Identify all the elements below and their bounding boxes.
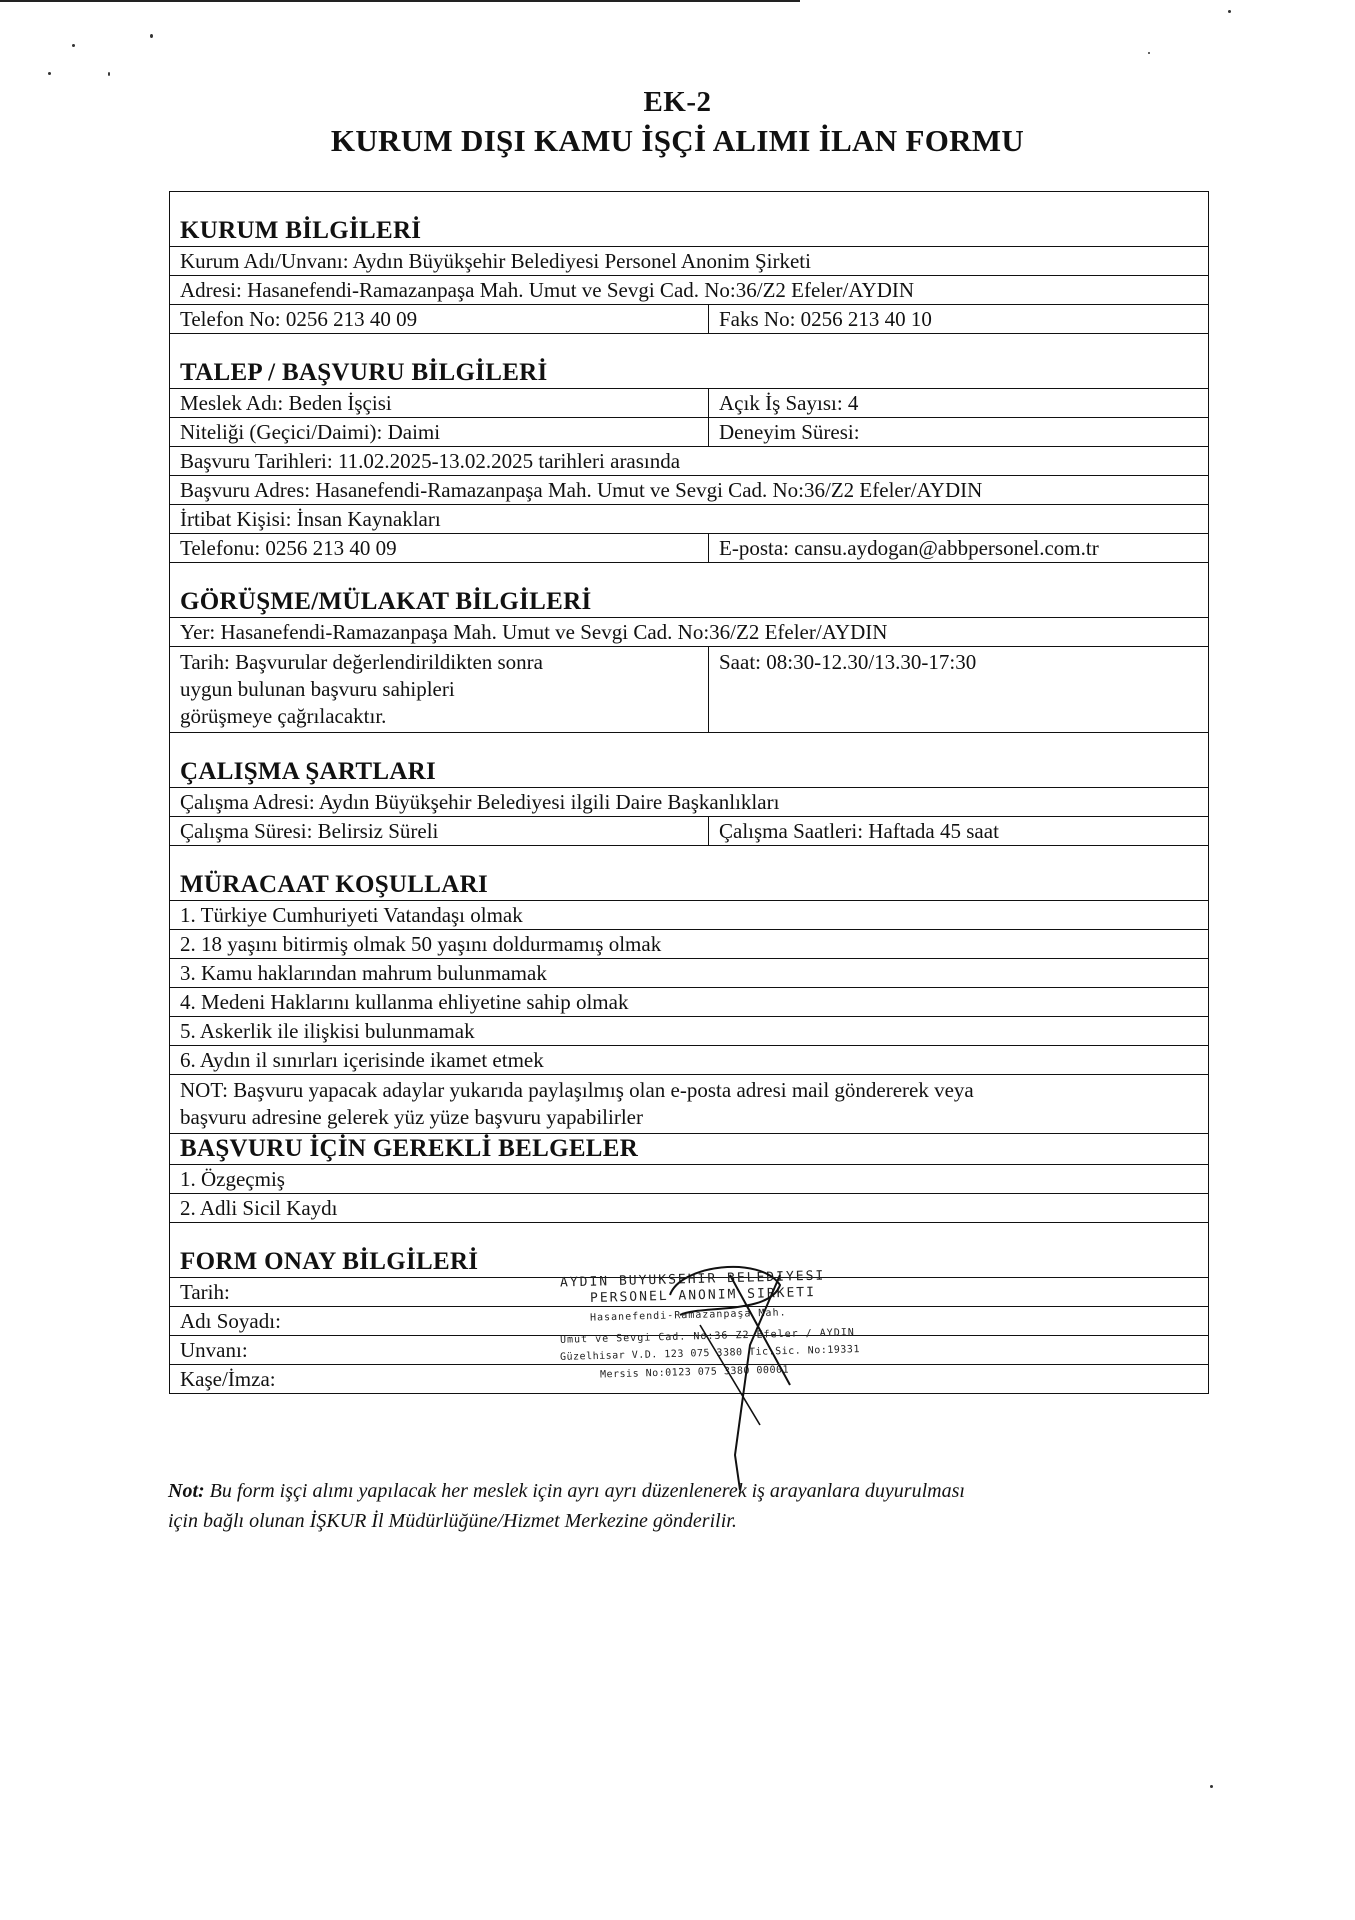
- scan-speck: [1148, 52, 1150, 54]
- scan-speck: [72, 44, 75, 47]
- interview-time: Saat: 08:30-12.30/13.30-17:30: [719, 650, 977, 674]
- stamp-line: PERSONEL ANONIM SIRKETI: [589, 1285, 817, 1306]
- form-row: [170, 1306, 1208, 1335]
- interview-date-line: görüşmeye çağrılacaktır.: [180, 704, 387, 728]
- institution-fax: Faks No: 0256 213 40 10: [719, 307, 932, 331]
- application-note: [170, 1075, 1208, 1133]
- form-row: [170, 475, 1208, 504]
- institution-name: Kurum Adı/Unvanı: Aydın Büyükşehir Belediyesi Personel Anonim Şirketi: [180, 249, 811, 273]
- form-row: [170, 533, 1208, 562]
- section-heading: MÜRACAAT KOŞULLARI: [180, 871, 488, 898]
- occupation-name: Meslek Adı: Beden İşçisi: [170, 389, 709, 417]
- institution-phone: Telefon No: 0256 213 40 09: [170, 305, 709, 333]
- interview-location: Yer: Hasanefendi-Ramazanpaşa Mah. Umut ve Sevgi Cad. No:36/Z2 Efeler/AYDIN: [180, 620, 888, 644]
- form-row: [170, 646, 1208, 732]
- approval-date: Tarih:: [180, 1280, 230, 1304]
- scan-speck: [1210, 1785, 1213, 1788]
- form-row: [170, 446, 1208, 475]
- form-row: [170, 504, 1208, 533]
- form-row: [170, 816, 1208, 845]
- employment-type: Niteliği (Geçici/Daimi): Daimi: [170, 418, 709, 446]
- document-item: [170, 1193, 1208, 1222]
- contact-email: E-posta: cansu.aydogan@abbpersonel.com.tr: [719, 536, 1099, 560]
- form-row: [170, 617, 1208, 646]
- section-gorusme: [170, 562, 1208, 617]
- scan-speck: [150, 34, 153, 38]
- scan-speck: [108, 72, 110, 76]
- document-title: KURUM DIŞI KAMU İŞÇİ ALIMI İLAN FORMU: [330, 123, 1025, 158]
- form-row: [170, 388, 1208, 417]
- section-heading: KURUM BİLGİLERİ: [180, 217, 422, 244]
- stamp-line: AYDIN BUYUKSEHIR BELEDIYESI: [559, 1268, 826, 1291]
- approval-stamp-signature: Kaşe/İmza:: [180, 1367, 276, 1391]
- section-heading: BAŞVURU İÇİN GEREKLİ BELGELER: [180, 1135, 639, 1162]
- work-duration: Çalışma Süresi: Belirsiz Süreli: [170, 817, 709, 845]
- footnote-line: [168, 1476, 1228, 1506]
- stamp-line: Hasanefendi-Ramazanpaşa Mah.: [589, 1307, 787, 1324]
- section-belgeler: [170, 1133, 1208, 1164]
- document-text: 2. Adli Sicil Kaydı: [180, 1196, 338, 1220]
- requirement-item: [170, 1045, 1208, 1074]
- work-hours: Çalışma Saatleri: Haftada 45 saat: [719, 819, 999, 843]
- approval-name: Adı Soyadı:: [180, 1309, 281, 1333]
- section-kurum: [170, 192, 1208, 246]
- approval-title: Unvanı:: [180, 1338, 248, 1362]
- footnote-prefix: Not:: [168, 1480, 205, 1502]
- interview-date: [170, 647, 709, 732]
- form-row: [170, 304, 1208, 333]
- document-header: [0, 86, 1355, 159]
- contact-person: İrtibat Kişisi: İnsan Kaynakları: [180, 507, 441, 531]
- form-row: [170, 246, 1208, 275]
- footnote-text: Bu form işçi alımı yapılacak her meslek için ayrı ayrı düzenlenerek iş arayanlara duyurulması: [204, 1480, 965, 1502]
- note-line: NOT: Başvuru yapacak adaylar yukarıda paylaşılmış olan e-posta adresi mail göndererek veya: [180, 1078, 974, 1102]
- requirement-item: [170, 929, 1208, 958]
- application-address: Başvuru Adres: Hasanefendi-Ramazanpaşa Mah. Umut ve Sevgi Cad. No:36/Z2 Efeler/AYDIN: [180, 478, 983, 502]
- stamp-line: Umut ve Sevgi Cad. No:36 Z2 Efeler / AYDIN: [559, 1327, 855, 1346]
- section-calisma: [170, 732, 1208, 787]
- interview-date-line: Tarih: Başvurular değerlendirildikten sonra: [180, 650, 543, 674]
- interview-date-line: uygun bulunan başvuru sahipleri: [180, 677, 455, 701]
- section-talep: [170, 333, 1208, 388]
- section-onay: [170, 1222, 1208, 1277]
- annex-code: EK-2: [643, 86, 712, 118]
- stamp-line: Mersis No:0123 075 3380 00001: [599, 1364, 790, 1381]
- requirement-text: 3. Kamu haklarından mahrum bulunmamak: [180, 961, 547, 985]
- document-text: 1. Özgeçmiş: [180, 1167, 285, 1191]
- section-heading: ÇALIŞMA ŞARTLARI: [180, 758, 437, 785]
- scan-speck: [48, 72, 51, 75]
- section-heading: TALEP / BAŞVURU BİLGİLERİ: [180, 359, 548, 386]
- form-row: [170, 1277, 1208, 1306]
- scan-speck: [1228, 10, 1231, 13]
- requirement-item: [170, 1016, 1208, 1045]
- section-muracaat: [170, 845, 1208, 900]
- form-row: [170, 787, 1208, 816]
- requirement-text: 2. 18 yaşını bitirmiş olmak 50 yaşını doldurmamış olmak: [180, 932, 662, 956]
- form-row: [170, 417, 1208, 446]
- requirement-item: [170, 900, 1208, 929]
- application-dates: Başvuru Tarihleri: 11.02.2025-13.02.2025 tarihleri arasında: [180, 449, 681, 473]
- requirement-item: [170, 958, 1208, 987]
- stamp-line: Güzelhisar V.D. 123 075 3380 Tic.Sic. No:19331: [559, 1344, 861, 1363]
- note-line: başvuru adresine gelerek yüz yüze başvuru yapabilirler: [180, 1105, 643, 1129]
- form-row: [170, 1335, 1208, 1364]
- requirement-item: [170, 987, 1208, 1016]
- footnote-line: için bağlı olunan İŞKUR İl Müdürlüğüne/Hizmet Merkezine gönderilir.: [168, 1510, 737, 1532]
- section-heading: FORM ONAY BİLGİLERİ: [180, 1248, 479, 1275]
- scan-edge-line: [0, 0, 800, 2]
- footnote: [168, 1476, 1228, 1536]
- contact-phone: Telefonu: 0256 213 40 09: [170, 534, 709, 562]
- form-row: [170, 1074, 1208, 1133]
- requirement-text: 1. Türkiye Cumhuriyeti Vatandaşı olmak: [180, 903, 523, 927]
- section-heading: GÖRÜŞME/MÜLAKAT BİLGİLERİ: [180, 588, 592, 615]
- form-row: [170, 1364, 1208, 1393]
- institution-address: Adresi: Hasanefendi-Ramazanpaşa Mah. Umut ve Sevgi Cad. No:36/Z2 Efeler/AYDIN: [180, 278, 915, 302]
- announcement-form: [169, 191, 1209, 1394]
- work-address: Çalışma Adresi: Aydın Büyükşehir Belediyesi ilgili Daire Başkanlıkları: [180, 790, 780, 814]
- experience-period: Deneyim Süresi:: [719, 420, 860, 444]
- form-row: [170, 275, 1208, 304]
- requirement-text: 5. Askerlik ile ilişkisi bulunmamak: [180, 1019, 475, 1043]
- requirement-text: 6. Aydın il sınırları içerisinde ikamet etmek: [180, 1048, 544, 1072]
- requirement-text: 4. Medeni Haklarını kullanma ehliyetine sahip olmak: [180, 990, 629, 1014]
- document-item: [170, 1164, 1208, 1193]
- open-positions: Açık İş Sayısı: 4: [719, 391, 859, 415]
